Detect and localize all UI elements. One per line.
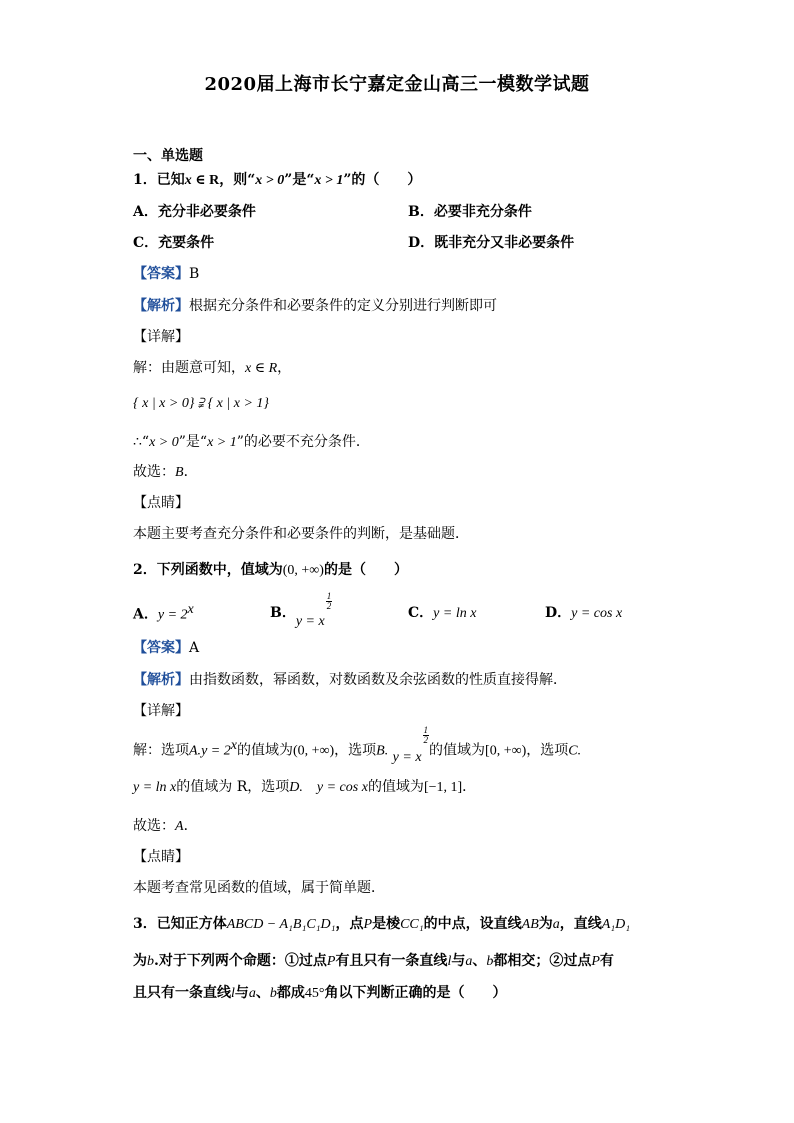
q2-choose: 故选：A．: [133, 818, 198, 834]
section-heading: 一、单选题: [133, 148, 203, 164]
q3-stem-line-1: 3．已知正方体ABCD − A₁B₁C₁D₁，点P是棱CC₁的中点，设直线AB为a，直线A₁D₁: [133, 916, 631, 932]
q1-option-a: A．充分非必要条件: [133, 204, 256, 220]
document-title: 2020届上海市长宁嘉定金山高三一模数学试题: [204, 74, 590, 95]
q1-analysis: 【解析】根据充分条件和必要条件的定义分别进行判断即可: [133, 298, 497, 314]
q1-option-c: C．充要条件: [133, 235, 215, 251]
q2-detail-heading: 【详解】: [133, 703, 189, 719]
q2-option-d: D．y = cos x: [545, 605, 623, 621]
q2-solution-line-2: y = ln x的值域为 R，选项D. y = cos x的值域为[−1, 1]．: [133, 779, 477, 795]
q2-comment: 本题考查常见函数的值域，属于简单题．: [133, 880, 385, 896]
q1-detail-heading: 【详解】: [133, 329, 189, 345]
q2-option-b: B．y = x $\frac{1}{2}$: [270, 591, 332, 629]
q1-answer: 【答案】B: [133, 266, 200, 282]
q1-solution: 解：由题意可知，x ∈ R，: [133, 360, 292, 376]
q2-option-b-exponent: $\frac{1}{2}$: [326, 591, 332, 611]
q2-solution-line-1: 解：选项$A.y = 2^x$的值域为(0, +∞)，选项B. y = x $\frac{1}{2}$ 的值域为[0, +∞)，选项C.: [133, 725, 582, 765]
q1-option-d: D．既非充分又非必要条件: [408, 235, 575, 251]
q3-stem-line-2: 为b.对于下列两个命题：①过点P有且只有一条直线l与a、b都相交；②过点P有: [133, 953, 614, 969]
q3-stem-line-3: 且只有一条直线l与a、b都成45°角以下判断正确的是（ ）: [133, 985, 507, 1001]
q1-option-b: B．必要非充分条件: [408, 204, 532, 220]
q2-stem: 2．下列函数中，值域为(0, +∞)的是（ ）: [133, 562, 408, 578]
q2-analysis: 【解析】由指数函数，幂函数，对数函数及余弦函数的性质直接得解．: [133, 672, 567, 688]
q1-conclusion: ∴“x > 0”是“x > 1”的必要不充分条件．: [133, 434, 370, 450]
q2-comment-heading: 【点睛】: [133, 849, 189, 865]
q1-comment-heading: 【点睛】: [133, 495, 189, 511]
q2-option-a: A．$y = 2^x$: [133, 602, 194, 623]
q1-stem: 1．已知x ∈ R，则“x > 0”是“x > 1”的（ ）: [133, 172, 422, 188]
q1-set-relation: { x | x > 0} ⫌ { x | x > 1}: [133, 396, 270, 411]
q2-option-c: C．y = ln x: [408, 605, 477, 621]
q2-answer: 【答案】A: [133, 640, 200, 656]
q1-comment: 本题主要考查充分条件和必要条件的判断，是基础题．: [133, 526, 469, 542]
q2-solution-exponent: $\frac{1}{2}$: [423, 725, 429, 745]
q1-choose: 故选：B．: [133, 464, 198, 480]
